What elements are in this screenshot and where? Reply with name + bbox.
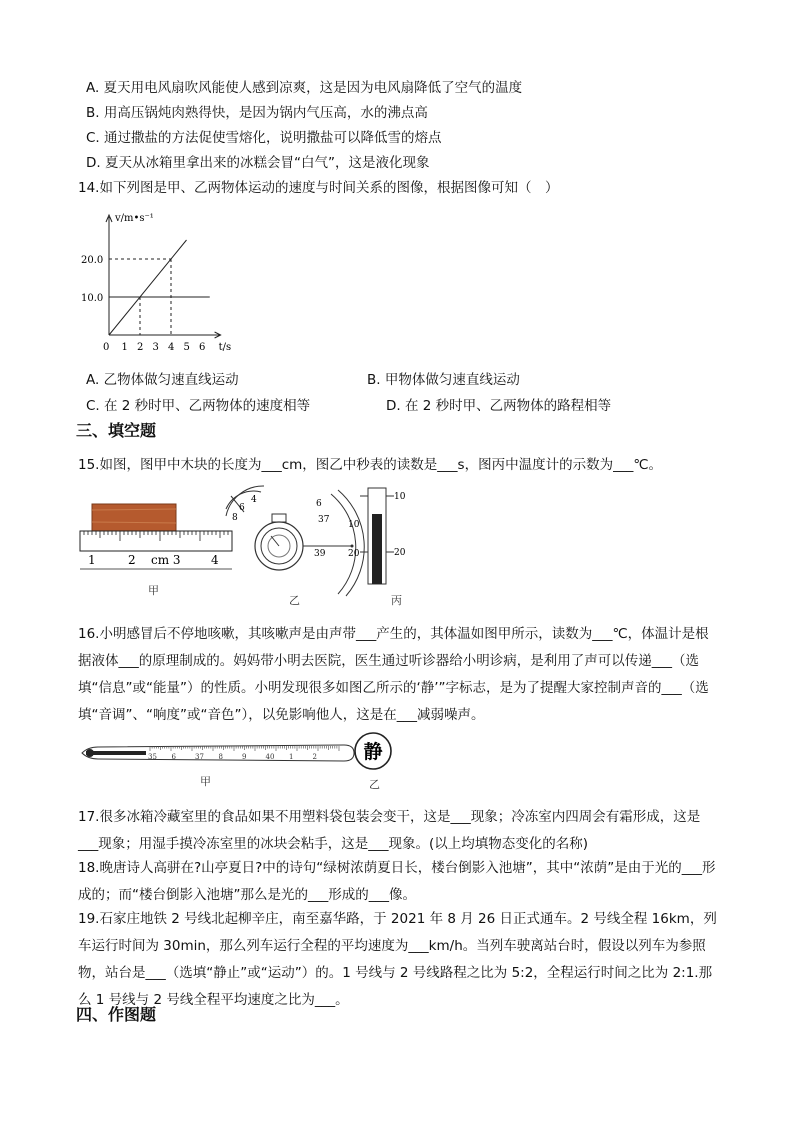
- clinical-thermometer: [78, 735, 358, 771]
- q15-caption-yi: 乙: [289, 594, 300, 607]
- thermo-right-20: 20: [394, 548, 406, 558]
- stopwatch-num-37: 37: [318, 515, 330, 525]
- q16-text: 16.小明感冒后不停地咳嗽，其咳嗽声是由声带___产生的，其体温如图甲所示，读数为___℃，体温计是根据液体___的原理制成的。妈妈带小明去医院，医生通过听诊器给小明诊病，是利用了声可以传递___（选填“信息”或“能量”）的性质。小明发现很多如图乙所示的‘静’”字标志，是为了提醒大家控制声音的___（选填“音调”、“响度”或“音色”），以免影响他人，这是在___减弱噪声。: [78, 626, 709, 723]
- q13-option-d: D. 夏天从冰箱里拿出来的冰糕会冒“白气”，这是液化现象: [86, 155, 430, 171]
- x-axis-label: t/s: [218, 342, 232, 353]
- x-tick-label: 6: [199, 342, 206, 353]
- ruler-num-4: 4: [211, 553, 219, 567]
- q15-figures: [76, 484, 416, 604]
- clin-scale-label: 37: [195, 753, 204, 761]
- thermo-left-10: 10: [348, 520, 360, 530]
- ruler-num-1: 1: [88, 553, 96, 567]
- y-axis-label: v/m•s⁻¹: [115, 213, 154, 224]
- q17-text: 17.很多冰箱冷藏室里的食品如果不用塑料袋包装会变干，这是___现象；冷冻室内四周会有霜形成，这是___现象；用湿手摸冷冻室里的冰块会粘手，这是___现象。(以上均填物态变化的名称): [78, 809, 701, 852]
- clin-scale-label: 40: [265, 753, 275, 761]
- clin-scale-label: 35: [148, 753, 157, 761]
- stopwatch-num-8: 8: [232, 513, 238, 523]
- quiet-sign: [353, 731, 393, 771]
- q15-caption-bing: 丙: [391, 594, 402, 607]
- q14-option-a: A. 乙物体做匀速直线运动: [86, 372, 239, 388]
- q14-stem: 14.如下列图是甲、乙两物体运动的速度与时间关系的图像，根据图像可知（ ）: [78, 180, 559, 196]
- x-tick-label: 2: [137, 342, 144, 353]
- clin-scale-label: 8: [218, 753, 223, 761]
- stopwatch-num-39: 39: [314, 549, 326, 559]
- thermometer-figure: [348, 488, 406, 584]
- clin-scale-label: 9: [242, 753, 247, 761]
- x-tick-label: 4: [168, 342, 175, 353]
- stopwatch-num-4: 4: [251, 495, 257, 505]
- clin-scale-label: 1: [289, 753, 294, 761]
- stopwatch-num-6: 6: [239, 503, 245, 513]
- quiet-sign-char: 静: [363, 741, 383, 763]
- q14-option-b: B. 甲物体做匀速直线运动: [367, 372, 520, 388]
- ruler-num-2: 2: [128, 553, 136, 567]
- q15-caption-jia: 甲: [148, 584, 159, 597]
- y-tick-label: 20.0: [81, 255, 104, 266]
- section-3-title: 三、填空题: [76, 421, 157, 440]
- q14-option-c: C. 在 2 秒时甲、乙两物体的速度相等: [86, 398, 311, 414]
- stopwatch-figure: [226, 486, 364, 596]
- ruler-figure: [80, 504, 232, 569]
- velocity-time-chart: [76, 205, 246, 360]
- q18-text: 18.晚唐诗人高骈在?山亭夏日?中的诗句“绿树浓荫夏日长，楼台倒影入池塘”，其中“浓荫”是由于光的___形成的；而“楼台倒影入池塘”那么是光的___形成的___像。: [78, 860, 716, 903]
- clin-scale-label: 6: [171, 753, 176, 761]
- x-tick-label: 3: [152, 342, 159, 353]
- q19-text: 19.石家庄地铁 2 号线北起柳辛庄，南至嘉华路，于 2021 年 8 月 26 日正式通车。2 号线全程 16km，列车运行时间为 30min，那么列车运行全程的平均速度为___km/h。当列车驶离站台时，假设以列车为参照物，站台是___（选填“静止”或“运动”）的。1 号线与 2 号线路程之比为 5:2，全程运行时间之比为 2:1.那么 1 号线与 2 号线全程平均速度之比为___。: [78, 911, 717, 1008]
- x-tick-label: 0: [103, 342, 110, 353]
- q16-caption-jia: 甲: [200, 775, 211, 788]
- q13-option-a: A. 夏天用电风扇吹风能使人感到凉爽，这是因为电风扇降低了空气的温度: [86, 80, 523, 96]
- x-tick-label: 5: [183, 342, 190, 353]
- q14-option-d: D. 在 2 秒时甲、乙两物体的路程相等: [386, 398, 612, 414]
- thermometer-liquid: [372, 514, 382, 584]
- q13-option-b: B. 用高压锅炖肉熟得快，是因为锅内气压高，水的沸点高: [86, 105, 428, 121]
- thermo-right-10: 10: [394, 492, 406, 502]
- thermo-left-20: 20: [348, 549, 360, 559]
- q13-option-c: C. 通过撒盐的方法促使雪熔化，说明撒盐可以降低雪的熔点: [86, 130, 442, 146]
- y-tick-label: 10.0: [81, 293, 104, 304]
- ruler-num-3: cm 3: [151, 553, 181, 567]
- q15-text: 15.如图，图甲中木块的长度为___cm，图乙中秒表的读数是___s，图丙中温度计的示数为___℃。: [78, 457, 662, 473]
- wood-block: [92, 504, 176, 531]
- clin-scale-label: 2: [312, 753, 317, 761]
- series-line-1: [109, 240, 187, 335]
- x-tick-label: 1: [121, 342, 128, 353]
- q16-caption-yi: 乙: [369, 778, 380, 791]
- section-4-title: 四、作图题: [76, 1005, 157, 1024]
- stopwatch-num-6-right: 6: [316, 499, 322, 509]
